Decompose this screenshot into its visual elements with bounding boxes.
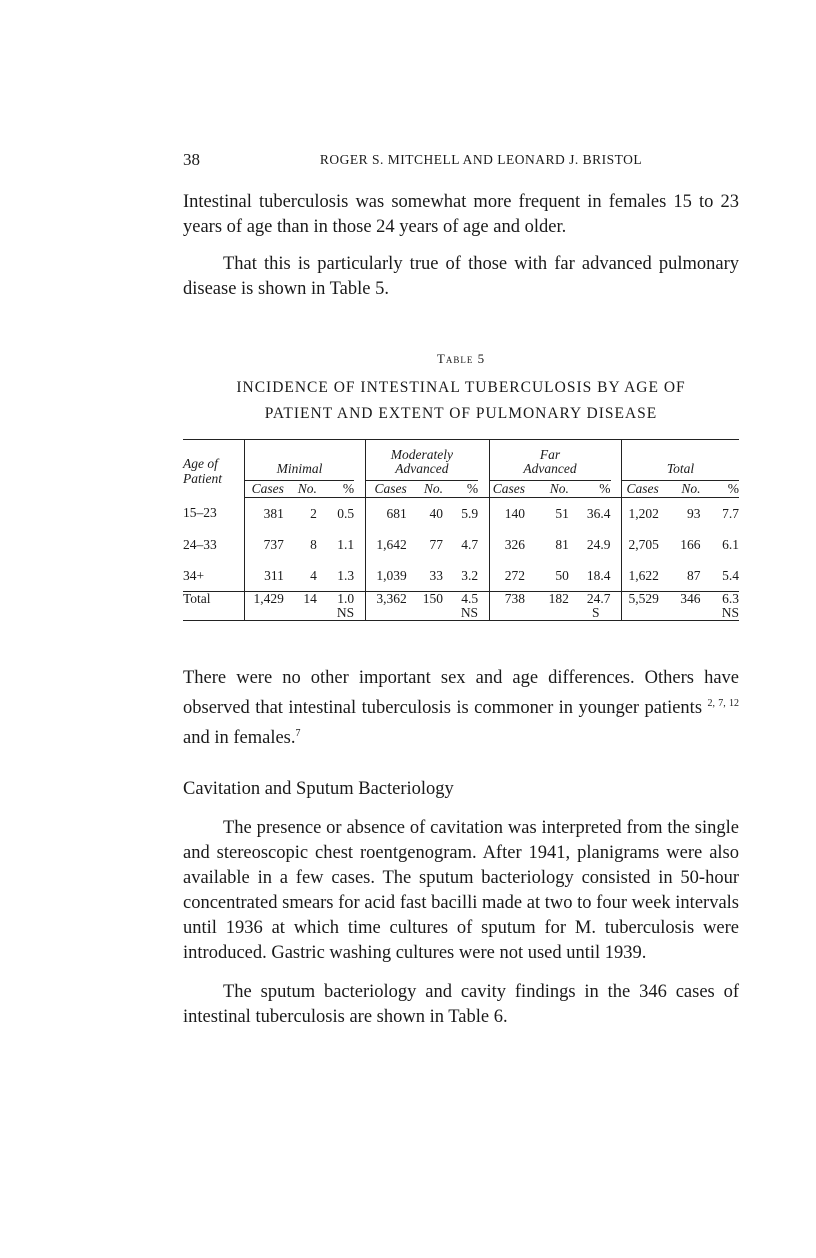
cell: 8 — [310, 536, 317, 552]
total-label: Total — [183, 592, 244, 621]
paragraph-2: That this is particularly true of those with far advanced pulmonary disease is shown in Table 5. — [183, 254, 739, 299]
cell: 87 — [687, 567, 701, 583]
moderately-advanced-group-header — [365, 440, 478, 481]
cell — [701, 592, 740, 621]
age-cell: 34+ — [183, 567, 205, 583]
age-of-patient-header — [183, 440, 244, 498]
cell: 3.2 — [461, 567, 479, 583]
total-group-header: Total — [622, 440, 739, 481]
table-5 — [183, 439, 739, 621]
cell: 1,622 — [622, 560, 659, 592]
cell: 1.1 — [337, 536, 355, 552]
cell — [443, 592, 478, 621]
cell: 1.3 — [337, 567, 355, 583]
cell: 81 — [555, 536, 569, 552]
section-heading: Cavitation and Sputum Bacteriology — [183, 779, 454, 799]
cell: 311 — [244, 560, 283, 592]
cell — [317, 592, 354, 621]
sub-pct: % — [317, 481, 354, 498]
table-row — [183, 529, 739, 560]
running-head — [183, 150, 739, 174]
significance: NS — [460, 605, 479, 620]
cell: 3,362 — [365, 592, 407, 621]
cell: 272 — [489, 560, 525, 592]
cell: 2 — [310, 505, 317, 521]
cell: 18.4 — [586, 567, 611, 583]
moderately-line-1: Moderately — [390, 447, 453, 462]
table-group-header-row — [183, 440, 739, 481]
cell: 4.7 — [461, 536, 479, 552]
cell: 51 — [555, 505, 569, 521]
table-row — [183, 498, 739, 530]
cell: 5.4 — [722, 567, 739, 583]
sub-no: No. — [659, 481, 701, 498]
cell: 4 — [310, 567, 317, 583]
table-title-line-1: INCIDENCE OF INTESTINAL TUBERCULOSIS BY AGE OF — [236, 379, 686, 396]
age-header-line-2: Patient — [183, 470, 222, 486]
paragraph-4: The presence or absence of cavitation was interpreted from the single and stereoscopic chest roentgenogram. After 1941, planigrams were also available in a few cases. The sputum bacteriology consisted in 50-hour concentrated smears for acid fast bacilli made at two to four week intervals until 1936 at which time cultures of sputum for M. tuberculosis were introduced. Gastric washing cultures were not used until 1939. — [183, 818, 739, 963]
cell: 166 — [680, 536, 701, 552]
paragraph-3-mid: and in females. — [183, 728, 296, 748]
cell: 40 — [429, 505, 443, 521]
age-cell: 15–23 — [183, 505, 217, 521]
age-cell: 24–33 — [183, 536, 217, 552]
cell: 24.9 — [586, 536, 611, 552]
cell: 77 — [429, 536, 443, 552]
sub-pct: % — [701, 481, 740, 498]
cell: 5.9 — [461, 505, 479, 521]
table-label: Table 5 — [436, 351, 486, 366]
cell: 346 — [659, 592, 701, 621]
cell — [569, 592, 611, 621]
age-header-line-1: Age of — [183, 455, 218, 471]
sub-no: No. — [407, 481, 443, 498]
sub-pct: % — [569, 481, 611, 498]
cell: 1,202 — [622, 498, 659, 530]
cell: 1,039 — [365, 560, 407, 592]
running-head-title: ROGER S. MITCHELL AND LEONARD J. BRISTOL — [319, 152, 643, 167]
pct: 6.3 — [722, 591, 739, 606]
cell: 150 — [407, 592, 443, 621]
cell: 381 — [244, 498, 283, 530]
pct: 1.0 — [337, 591, 355, 606]
citation-refs-1: 2, 7, 12 — [707, 698, 740, 709]
sub-cases: Cases — [622, 481, 659, 498]
page — [183, 150, 739, 1030]
table-total-row — [183, 592, 739, 621]
cell: 0.5 — [337, 505, 355, 521]
pct: 24.7 — [586, 591, 611, 606]
table-title-line-2: PATIENT AND EXTENT OF PULMONARY DISEASE — [264, 405, 658, 422]
significance: S — [591, 605, 600, 620]
cell: 737 — [244, 529, 283, 560]
cell: 738 — [489, 592, 525, 621]
significance: NS — [721, 605, 739, 620]
citation-refs-2: 7 — [295, 728, 301, 739]
cell: 1,642 — [365, 529, 407, 560]
sub-no: No. — [525, 481, 569, 498]
moderately-line-2: Advanced — [395, 461, 449, 476]
sub-cases: Cases — [365, 481, 407, 498]
far-advanced-group-header — [489, 440, 611, 481]
page-number: 38 — [183, 150, 200, 169]
sub-cases: Cases — [489, 481, 525, 498]
paragraph-5: The sputum bacteriology and cavity findings in the 346 cases of intestinal tuberculosis are shown in Table 6. — [183, 982, 739, 1027]
cell: 33 — [429, 567, 443, 583]
sub-cases: Cases — [244, 481, 283, 498]
table-row — [183, 560, 739, 592]
minimal-group-header: Minimal — [244, 440, 354, 481]
cell: 36.4 — [586, 505, 611, 521]
cell: 182 — [525, 592, 569, 621]
sub-pct: % — [443, 481, 478, 498]
cell: 5,529 — [622, 592, 659, 621]
far-line-2: Advanced — [523, 461, 577, 476]
cell: 326 — [489, 529, 525, 560]
paragraph-1: Intestinal tuberculosis was somewhat more frequent in females 15 to 23 years of age than in those 24 years of age and older. — [183, 192, 739, 237]
cell: 681 — [365, 498, 407, 530]
table-title — [183, 375, 739, 427]
pct: 4.5 — [461, 591, 479, 606]
sub-no: No. — [284, 481, 317, 498]
paragraph-3-text: There were no other important sex and age differences. Others have observed that intestinal tuberculosis is commoner in younger patients — [183, 668, 739, 718]
cell: 6.1 — [722, 536, 739, 552]
cell: 7.7 — [722, 505, 739, 521]
far-line-1: Far — [539, 447, 561, 462]
table-subheader-row — [183, 481, 739, 498]
cell: 14 — [284, 592, 317, 621]
significance: NS — [336, 605, 355, 620]
cell: 1,429 — [244, 592, 283, 621]
paragraph-3 — [183, 666, 739, 751]
cell: 50 — [555, 567, 569, 583]
cell: 2,705 — [622, 529, 659, 560]
cell: 93 — [687, 505, 701, 521]
cell: 140 — [489, 498, 525, 530]
